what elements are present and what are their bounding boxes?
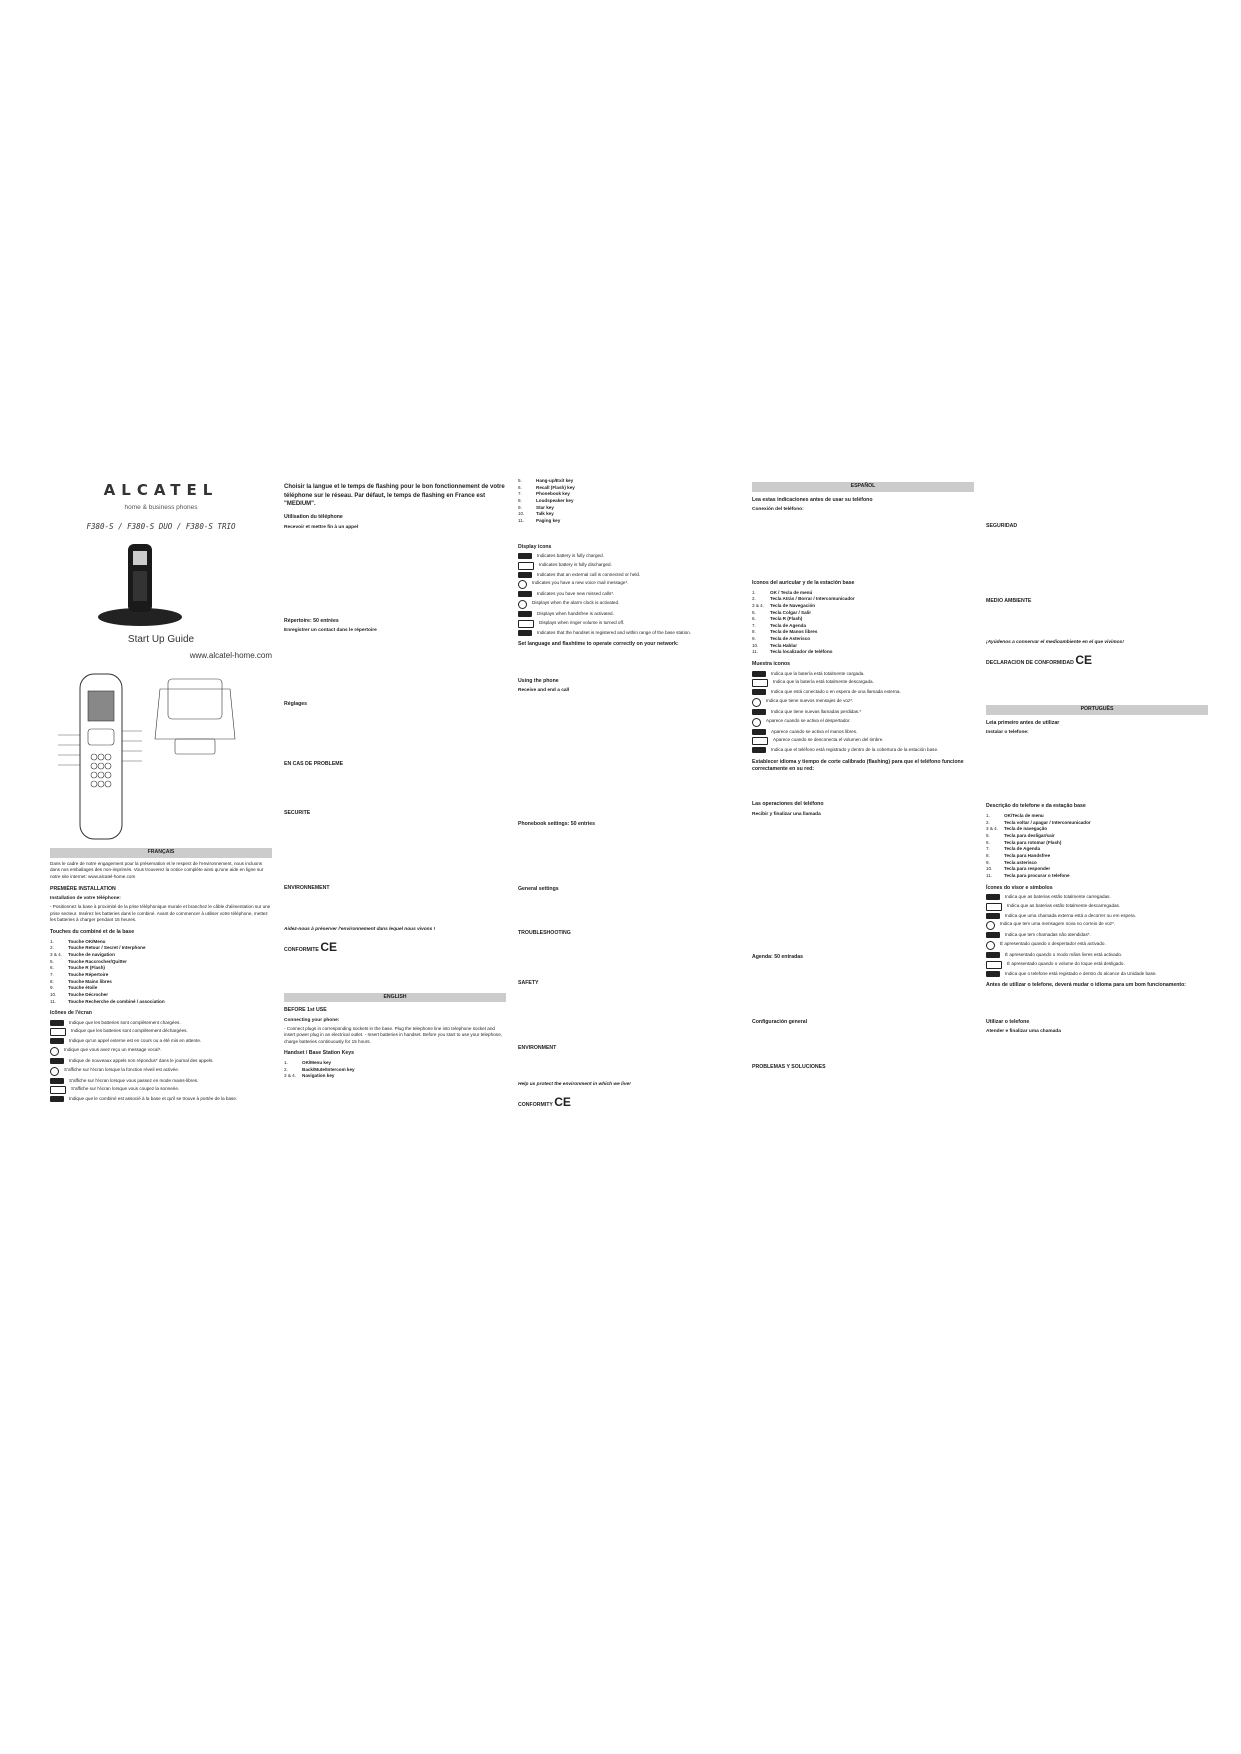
handsfree-icon xyxy=(752,729,766,735)
list-item: Indica que la batería está totalmente cargada. xyxy=(752,671,974,678)
english-safety-title: SAFETY xyxy=(518,980,539,987)
missed-call-icon xyxy=(752,709,766,715)
spanish-safety-title: SEGURIDAD xyxy=(986,523,1018,529)
spanish-conformity-text xyxy=(986,671,1208,701)
english-language-title: Set language and flashtime to operate correctly on your network: xyxy=(518,641,679,648)
list-item: 11. Tecla para procurar o telefone xyxy=(986,872,1070,878)
section-header-portuguese: PORTUGUÊS xyxy=(986,705,1208,715)
list-item: 5. Touche Raccrocher/Quitter xyxy=(50,958,127,964)
list-item: 9. Touche étoile xyxy=(50,985,98,991)
list-item: 2. Tecla voltar / apagar / Intercomunicador xyxy=(986,819,1091,825)
portuguese-language-text xyxy=(986,992,1208,1014)
column-english xyxy=(518,478,740,1318)
english-phone-title: Using the phone xyxy=(518,677,559,684)
french-problem-title: EN CAS DE PROBLEME xyxy=(284,760,344,767)
english-connect-text: - Connect plugs in corresponding sockets in the base. Plug the telephone line into telephone socket and insert power plug in an electrical outlet. - Insert batteries in handset. Before you start to use your telephone, charge batteries continuously for 15 hours. xyxy=(284,1025,503,1044)
battery-full-icon xyxy=(518,553,532,559)
brand-logo: ALCATEL xyxy=(103,481,219,499)
french-environment-title: ENVIRONNEMENT xyxy=(284,884,330,891)
list-item: 7. Tecla de Agenda xyxy=(986,846,1040,852)
list-item: Indicates battery is fully discharged. xyxy=(518,562,740,570)
english-phone-subtitle: Receive and end a call xyxy=(518,688,570,694)
french-environment-note: Aidez-nous à préserver l'environnement dans lequel nous vivons ! xyxy=(284,927,436,933)
french-icons-list xyxy=(50,1020,272,1103)
alarm-icon xyxy=(50,1067,59,1076)
english-display-title: Display icons xyxy=(518,543,552,550)
english-trouble-text xyxy=(518,940,740,975)
spanish-environment-text xyxy=(986,607,1208,637)
battery-full-icon xyxy=(986,894,1000,900)
list-item: Aparece cuando se activa el despertador. xyxy=(752,718,974,727)
french-keys-title: Touches du combiné et de la base xyxy=(50,929,135,936)
french-conformity-title: CONFORMITE CE xyxy=(284,940,337,955)
french-settings-title: Réglages xyxy=(284,701,308,708)
list-item: Displays when handsfree is activated. xyxy=(518,611,740,618)
list-item: 11. Tecla localizador de teléfono xyxy=(752,649,833,655)
spanish-agenda-text xyxy=(752,964,974,1014)
alarm-icon xyxy=(518,600,527,609)
signal-icon xyxy=(986,971,1000,977)
english-language-text xyxy=(518,651,740,673)
list-item: Indica que as baterias estão totalmente descarregadas. xyxy=(986,903,1208,911)
ce-mark-icon: CE xyxy=(1075,653,1093,668)
list-item: Indicates battery is fully charged. xyxy=(518,553,740,560)
list-item: 11. Touche Recherche de combiné / association xyxy=(50,998,165,1004)
list-item: Displays when the alarm clock is activated. xyxy=(518,600,740,609)
list-item: Indica que tiene nuevas llamadas perdidas.* xyxy=(752,709,974,716)
external-call-icon xyxy=(518,572,532,578)
list-item: É apresentado quando o modo mãos livres está activado. xyxy=(986,952,1208,959)
list-item: 1. Touche OK/Menu xyxy=(50,938,106,944)
missed-call-icon xyxy=(518,591,532,597)
list-item: 11. Paging key xyxy=(518,517,561,523)
french-problem-text xyxy=(284,770,506,805)
battery-empty-icon xyxy=(986,903,1002,911)
spanish-title: Lea estas indicaciones antes de usar su teléfono xyxy=(752,496,873,503)
missed-call-icon xyxy=(50,1058,64,1064)
english-keys-list xyxy=(518,478,740,525)
spanish-config-title: Configuración general xyxy=(752,1019,808,1025)
list-item: Indica que tem chamadas não atendidas*. xyxy=(986,932,1208,939)
spanish-ops-subtitle: Recibir y finalizar una llamada xyxy=(752,811,821,817)
list-item: Indicates you have new missed calls*. xyxy=(518,591,740,598)
portuguese-subtitle: Instalar o telefone: xyxy=(986,730,1029,736)
handsfree-icon xyxy=(50,1078,64,1084)
list-item: Indica que o telefone está registado e dentro do alcance da Unidade base. xyxy=(986,971,1208,978)
english-environment-title: ENVIRONMENT xyxy=(518,1044,557,1051)
list-item: 8. Tecla para Handsfree xyxy=(986,852,1051,858)
french-use-subtitle: Recevoir et mettre fin à un appel xyxy=(284,524,359,530)
english-phonebook-text xyxy=(518,831,740,881)
list-item: Indicates that an external call is connected or held. xyxy=(518,572,740,579)
portuguese-icons-title: Ícones do visor e símbolos xyxy=(986,884,1053,891)
french-language-title: Choisir la langue et le temps de flashing pour le bon fonctionnement de votre téléphone sur le réseau. Par défaut, le temps de flashing en France est "MEDIUM". xyxy=(284,484,505,508)
english-phone-text xyxy=(518,696,740,816)
start-guide-title: Start Up Guide xyxy=(127,634,195,646)
external-call-icon xyxy=(986,913,1000,919)
list-item: Indica que tem uma mensagem nova no correio de voz*. xyxy=(986,921,1208,930)
list-item: 5. Tecla Colgar / Salir xyxy=(752,609,812,615)
section-header-spanish: ESPAÑOL xyxy=(752,482,974,492)
spanish-config-text xyxy=(752,1029,974,1059)
french-conformity-text xyxy=(284,959,506,989)
english-keys-note xyxy=(518,525,740,539)
list-item: Indica que la batería está totalmente descargada. xyxy=(752,679,974,687)
handset-base-diagram xyxy=(50,669,272,844)
french-use-text xyxy=(284,533,506,613)
list-item: Indique de nouveaux appels non répondus* dans le journal des appels. xyxy=(50,1058,272,1065)
voicemail-icon xyxy=(50,1047,59,1056)
list-item: 2. Touche Retour / Secret / Interphone xyxy=(50,945,146,951)
battery-empty-icon xyxy=(752,679,768,687)
list-item: Indique que les batteries sont complètement déchargées. xyxy=(50,1028,272,1036)
handsfree-icon xyxy=(518,611,532,617)
english-before-title: BEFORE 1st USE xyxy=(284,1007,327,1014)
spanish-ops-title: Las operaciones del teléfono xyxy=(752,800,824,807)
english-trouble-title: TROUBLESHOOTING xyxy=(518,930,571,937)
english-safety-text xyxy=(518,990,740,1040)
english-general-text xyxy=(518,895,740,925)
list-item: 1. OK/Menu key xyxy=(284,1060,332,1066)
battery-empty-icon xyxy=(518,562,534,570)
voicemail-icon xyxy=(752,698,761,707)
website-link[interactable]: www.alcatel-home.com xyxy=(189,650,272,660)
spanish-ops-text xyxy=(752,819,974,949)
list-item: S'affiche sur l'écran lorsque vous coupez la sonnerie. xyxy=(50,1086,272,1094)
ringer-off-icon xyxy=(986,961,1002,969)
section-header-french: FRANÇAIS xyxy=(50,848,272,858)
spanish-safety-text xyxy=(986,533,1208,593)
list-item: Aparece cuando se activa el manos libres. xyxy=(752,729,974,736)
spanish-language-title: Establecer idioma y tiempo de corte calibrado (flashing) para que el teléfono funcione correctamente en su red: xyxy=(752,758,964,773)
english-keys-title: Handset / Base Station Keys xyxy=(284,1050,355,1057)
missed-call-icon xyxy=(986,932,1000,938)
external-call-icon xyxy=(752,689,766,695)
column-french-cover xyxy=(50,478,272,1318)
list-item: 8. Loudspeaker key xyxy=(518,497,574,503)
list-item: 5. Hang-up/Exit key xyxy=(518,478,574,483)
list-item: 6. Tecla para rotomar (Flash) xyxy=(986,839,1062,845)
ce-mark-icon: CE xyxy=(320,940,337,955)
list-item: 10. Touche Décrocher xyxy=(50,991,108,997)
spanish-language-text xyxy=(752,776,974,796)
spanish-environment-title: MEDIO AMBIENTE xyxy=(986,597,1032,604)
ringer-off-icon xyxy=(752,737,768,745)
list-item: Displays when ringer volume is turned off. xyxy=(518,620,740,628)
alarm-icon xyxy=(986,941,995,950)
alarm-icon xyxy=(752,718,761,727)
spanish-connect-text xyxy=(752,515,974,575)
list-item: Indica que as baterias estão totalmente carregadas. xyxy=(986,894,1208,901)
list-item: Indica que tiene nuevos mensajes de voz*. xyxy=(752,698,974,707)
list-item: 10. Talk key xyxy=(518,511,554,517)
french-phonebook-text xyxy=(284,636,506,696)
list-item: 6. Touche R (Flash) xyxy=(50,965,105,971)
list-item: 3 & 4. Tecla de Navegación xyxy=(752,602,816,608)
list-item: 7. Phonebook key xyxy=(518,491,570,497)
phone-illustration xyxy=(50,539,272,629)
list-item: 9. Star key xyxy=(518,504,554,510)
list-item: 8. Touche Mains libres xyxy=(50,978,112,984)
list-item: 1. OK/Tecla de menu xyxy=(986,812,1044,818)
ringer-off-icon xyxy=(518,620,534,628)
list-item: 9. Tecla asterisco xyxy=(986,859,1037,865)
column-french-english xyxy=(284,478,506,1318)
portuguese-keys-title: Descrição do telefone e da estação base xyxy=(986,803,1086,810)
french-keys-list xyxy=(50,939,272,1006)
french-intro: Dans le cadre de notre engagement pour la préservation et le respect de l'environnement, nous incluons dans nos emballages des non-imprimés. Vous trouverez la notice complète ainsi qu'une aide en ligne sur notre site internet: www.alcatel-home.com xyxy=(50,860,264,879)
list-item: Indica que el teléfono está registrado y dentro de la cobertura de la estación base. xyxy=(752,747,974,754)
english-environment-note: Help us protect the environment in which we live! xyxy=(518,1082,631,1088)
brand-tagline: home & business phones xyxy=(124,503,198,511)
english-conformity-title: CONFORMITY CE xyxy=(518,1095,571,1110)
voicemail-icon xyxy=(518,580,527,589)
portuguese-language-title: Antes de utilizar o telefone, deverá mudar o idioma para um bom funcionamento: xyxy=(986,982,1187,989)
list-item: É apresentado quando o volume do toque está desligado. xyxy=(986,961,1208,969)
list-item: Indicates you have a new voice mail message*. xyxy=(518,580,740,589)
list-item: Indica que uma chamada externa está a decorrer ou em espera. xyxy=(986,913,1208,920)
spanish-keys-title: Iconos del auricular y de la estación base xyxy=(752,580,855,587)
list-item: Indique que les batteries sont complètement chargées. xyxy=(50,1020,272,1027)
list-item: 5. Tecla para desligar/sair xyxy=(986,832,1055,838)
list-item: S'affiche sur l'écran lorsque la fonction réveil est activée. xyxy=(50,1067,272,1076)
list-item: 2. Back/Mute/Intercom key xyxy=(284,1066,355,1072)
spanish-icons-title: Muestra iconos xyxy=(752,661,791,668)
english-general-title: General settings xyxy=(518,885,559,892)
list-item: S'affiche sur l'écran lorsque vous passez en mode mains-libres. xyxy=(50,1078,272,1085)
voicemail-icon xyxy=(986,921,995,930)
handsfree-icon xyxy=(986,952,1000,958)
list-item: 10. Tecla para responder xyxy=(986,866,1051,872)
column-spanish xyxy=(752,478,974,1318)
battery-full-icon xyxy=(50,1020,64,1026)
list-item: 6. Recall (Flash) key xyxy=(518,484,575,490)
portuguese-use-subtitle: Atender e finalizar uma chamada xyxy=(986,1029,1061,1035)
list-item: 3 & 4. Navigation key xyxy=(284,1073,335,1079)
list-item: Indique qu'un appel externe est en cours ou a été mis en attente. xyxy=(50,1038,272,1045)
spanish-problems-title: PROBLEMAS Y SOLUCIONES xyxy=(752,1063,826,1070)
section-header-english: ENGLISH xyxy=(284,993,506,1003)
french-install-title: PREMIÈRE INSTALLATION xyxy=(50,885,116,892)
spanish-problems-text xyxy=(986,478,1208,518)
spanish-agenda-title: Agenda: 50 entradas xyxy=(752,954,804,961)
model-names: F380-S / F380-S DUO / F380-S TRIO xyxy=(86,522,236,532)
list-item: Indique que vous avez reçu un message vocal*. xyxy=(50,1047,272,1056)
portuguese-title: Leia primeiro antes de utilizar xyxy=(986,719,1060,726)
spanish-subtitle: Conexión del teléfono: xyxy=(752,507,804,513)
ringer-off-icon xyxy=(50,1086,66,1094)
list-item: É apresentado quando o despertador está activado. xyxy=(986,941,1208,950)
spanish-environment-note: ¡Ayúdenos a conservar el medioambiente en el que vivimos! xyxy=(986,640,1124,646)
english-connect-title: Connecting your phone: xyxy=(284,1017,340,1023)
list-item: 7. Tecla de Agenda xyxy=(752,622,806,628)
french-safety-title: SECURITE xyxy=(284,810,311,817)
french-install-text: - Positionnez la base à proximité de la prise téléphonique murale et branchez le câble d'alimentation sur une prise secteur. Insérez les batteries dans le combiné. Avant de commencer à utiliser votre téléphone, mettez les batteries à charger pendant 15 heures. xyxy=(50,904,271,923)
list-item: 6. Tecla R (Flash) xyxy=(752,616,803,622)
list-item: 3 & 4. Tecla de navegação xyxy=(986,826,1048,832)
english-phonebook-title: Phonebook settings: 50 entries xyxy=(518,821,595,828)
list-item: Indique que le combiné est associé à la base et qu'il se trouve à portée de la base. xyxy=(50,1096,272,1103)
list-item: Indicates that the handset is registered and within range of the base station. xyxy=(518,630,740,637)
english-environment-text xyxy=(518,1054,740,1079)
list-item: 7. Touche Répertoire xyxy=(50,971,109,977)
list-item: 8. Tecla de Manos libres xyxy=(752,629,818,635)
signal-icon xyxy=(50,1096,64,1102)
column-spanish-portuguese xyxy=(986,478,1208,1318)
list-item: Aparece cuando se desconecta el volumen del timbre. xyxy=(752,737,974,745)
portuguese-use-title: Utilizar o telefone xyxy=(986,1018,1030,1025)
signal-icon xyxy=(752,747,766,753)
battery-empty-icon xyxy=(50,1028,66,1036)
external-call-icon xyxy=(50,1038,64,1044)
french-phonebook-title: Répertoire: 50 entrées xyxy=(284,617,339,624)
ce-mark-icon: CE xyxy=(554,1095,571,1110)
battery-full-icon xyxy=(752,671,766,677)
french-settings-text xyxy=(284,711,506,756)
spanish-conformity-title: DECLARACION DE CONFORMIDAD CE xyxy=(986,653,1093,668)
list-item: 1. OK / Tecla de menú xyxy=(752,589,813,595)
french-install-subtitle: Installation de votre téléphone: xyxy=(50,896,121,902)
list-item: 9. Tecla de Asterisco xyxy=(752,636,811,642)
list-item: 2. Tecla Atrás / Borrar / Intercomunicador xyxy=(752,596,855,602)
french-phonebook-subtitle: Enregistrer un contact dans le répertoire xyxy=(284,628,377,634)
list-item: 3 & 4. Touche de navigation xyxy=(50,951,115,957)
french-safety-text xyxy=(284,820,506,880)
french-icons-title: Icônes de l'écran xyxy=(50,1010,92,1017)
french-environment-text xyxy=(284,894,506,924)
list-item: 10. Tecla Hablar xyxy=(752,642,797,648)
french-use-title: Utilisation du téléphone xyxy=(284,514,343,521)
signal-icon xyxy=(518,630,532,636)
list-item: Indica que está conectado o en espera de una llamada externa. xyxy=(752,689,974,696)
portuguese-install-text xyxy=(986,738,1208,798)
